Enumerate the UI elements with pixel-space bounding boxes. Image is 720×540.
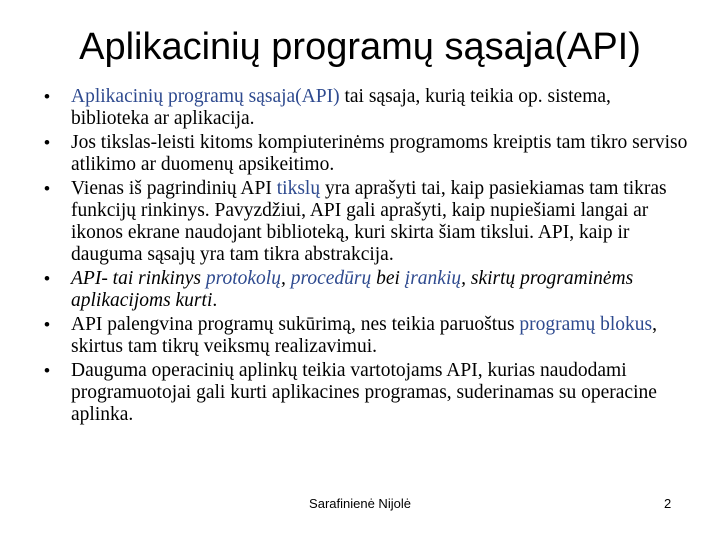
- bullet-item: [44, 132, 689, 176]
- bullet-list: [44, 86, 689, 428]
- bullet-text-segment: bei: [371, 268, 405, 289]
- slide-title: Aplikacinių programų sąsaja(API): [79, 26, 641, 68]
- bullet-text-segment: ,: [280, 268, 291, 289]
- bullet-text-segment: yra aprašyti tai, kaip pasiekiamas tam tikras funkcijų rinkinys. Pavyzdžiui, API gali aprašyti, kaip nupiešiami langai ar ikonos ekrane naudojant biblioteką, kuri skirta šiam tikslui. API, kaip ir dauguma sąsajų yra tam tikra abstrakcija.: [71, 178, 667, 265]
- bullet-text-segment: tai sąsaja, kurią teikia op. sistema, biblioteka ar aplikacija.: [71, 86, 611, 129]
- bullet-item: [44, 86, 689, 130]
- bullet-text-segment: , skirtų programinėms aplikacijoms kurti: [71, 268, 634, 311]
- bullet-text-segment: API palengvina programų sukūrimą, nes teikia paruoštus: [71, 314, 520, 335]
- bullet-text-segment: .: [212, 290, 218, 311]
- bullet-text-segment: programų blokus: [519, 314, 653, 335]
- bullet-text-segment: API- tai rinkinys: [71, 268, 206, 289]
- bullet-text-segment: Vienas iš pagrindinių API: [71, 178, 277, 199]
- bullet-item: [44, 360, 689, 426]
- bullet-text-segment: procedūrų: [290, 268, 372, 289]
- bullet-text-segment: tikslų: [276, 178, 321, 199]
- bullet-text-segment: Jos tikslas-leisti kitoms kompiuterinėms programoms kreiptis tam tikro serviso atlikimo ar duomenų apsikeitimo.: [71, 132, 688, 175]
- bullet-icon: •: [44, 179, 50, 198]
- page-number: 2: [664, 496, 672, 511]
- footer-author: Sarafinienė Nijolė: [309, 496, 411, 511]
- bullet-icon: •: [44, 361, 50, 380]
- bullet-item: [44, 268, 689, 312]
- bullet-item: [44, 314, 689, 358]
- bullet-item: [44, 178, 689, 266]
- bullet-text-segment: įrankių: [404, 268, 462, 289]
- bullet-icon: •: [44, 269, 50, 288]
- bullet-text-segment: Dauguma operacinių aplinkų teikia vartotojams API, kurias naudodami programuotojai gali kurti aplikacines programas, suderinamas su operacine aplinka.: [71, 360, 657, 425]
- bullet-icon: •: [44, 133, 50, 152]
- bullet-text-segment: protokolų: [205, 268, 281, 289]
- bullet-icon: •: [44, 315, 50, 334]
- bullet-icon: •: [44, 87, 50, 106]
- bullet-text-segment: , skirtus tam tikrų veiksmų realizavimui.: [71, 314, 657, 357]
- bullet-text-segment: Aplikacinių programų sąsaja(API): [71, 86, 340, 107]
